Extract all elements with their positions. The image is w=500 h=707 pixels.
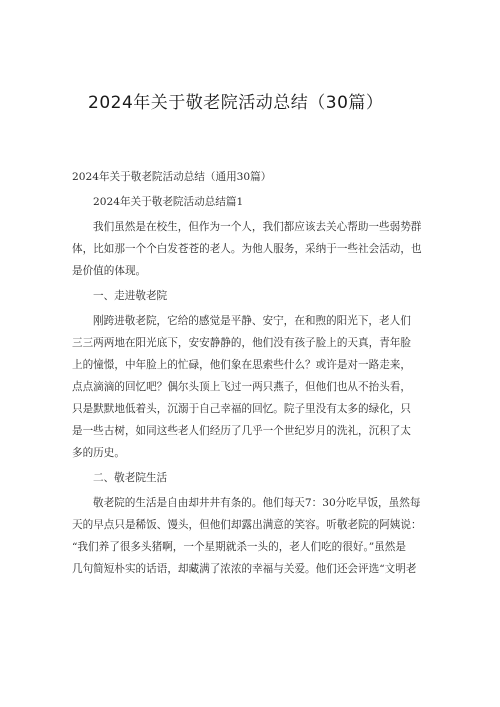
paragraph-line: 天的早点只是稀饭、馒头，但他们却露出满意的笑容。听敬老院的阿姨说： (72, 519, 422, 531)
section-heading-1: 一、走进敬老院 (93, 290, 168, 302)
paragraph-line: 刚跨进敬老院，它给的感觉是平静、安宁，在和煦的阳光下，老人们 (93, 315, 411, 327)
document-body (72, 166, 440, 580)
paragraph-line: 我们虽然是在校生，但作为一个人，我们都应该去关心帮助一些弱势群 (93, 221, 422, 233)
paragraph-line: 几句简短朴实的话语，却藏满了浓浓的幸福与关爱。他们还会评选“文明老 (72, 563, 417, 575)
paragraph-line: 多的历史。 (72, 447, 125, 459)
paragraph-line: 只是默默地低着头，沉溺于自己幸福的回忆。院子里没有太多的绿化，只 (72, 403, 411, 415)
paragraph-line: 三三两两地在阳光底下，安安静静的，他们没有孩子脸上的天真，青年脸 (72, 337, 411, 349)
document-title: 2024年关于敬老院活动总结（30篇） (88, 93, 384, 113)
paragraph-line: 上的憧憬，中年脸上的忙碌，他们象在思索些什么？或许是对一路走来， (72, 359, 411, 371)
paragraph-line: 点点滴滴的回忆吧？偶尔头顶上飞过一两只燕子，但他们也从不抬头看， (72, 381, 411, 393)
paragraph-line: 体，比如那一个个白发苍苍的老人。为他人服务，采纳于一些社会活动，也 (72, 243, 422, 255)
paragraph-line: 是一些古树，如同这些老人们经历了几乎一个世纪岁月的洗礼，沉积了太 (72, 425, 411, 437)
paragraph-line: “我们养了很多头猪啊，一个星期就杀一头的，老人们吃的很好。”虽然是 (72, 541, 406, 553)
section1-paragraph (72, 310, 440, 464)
intro-paragraph (72, 216, 440, 282)
section-heading-2: 二、敬老院生活 (93, 472, 168, 484)
document-subtitle: 2024年关于敬老院活动总结（通用30篇） (72, 171, 272, 183)
paragraph-line: 是价值的体现。 (72, 265, 147, 277)
section2-paragraph (72, 492, 440, 580)
paragraph-line: 敬老院的生活是自由却井井有条的。他们每天7：30分吃早饭，虽然每 (93, 497, 421, 509)
article-heading: 2024年关于敬老院活动总结篇1 (93, 196, 244, 208)
